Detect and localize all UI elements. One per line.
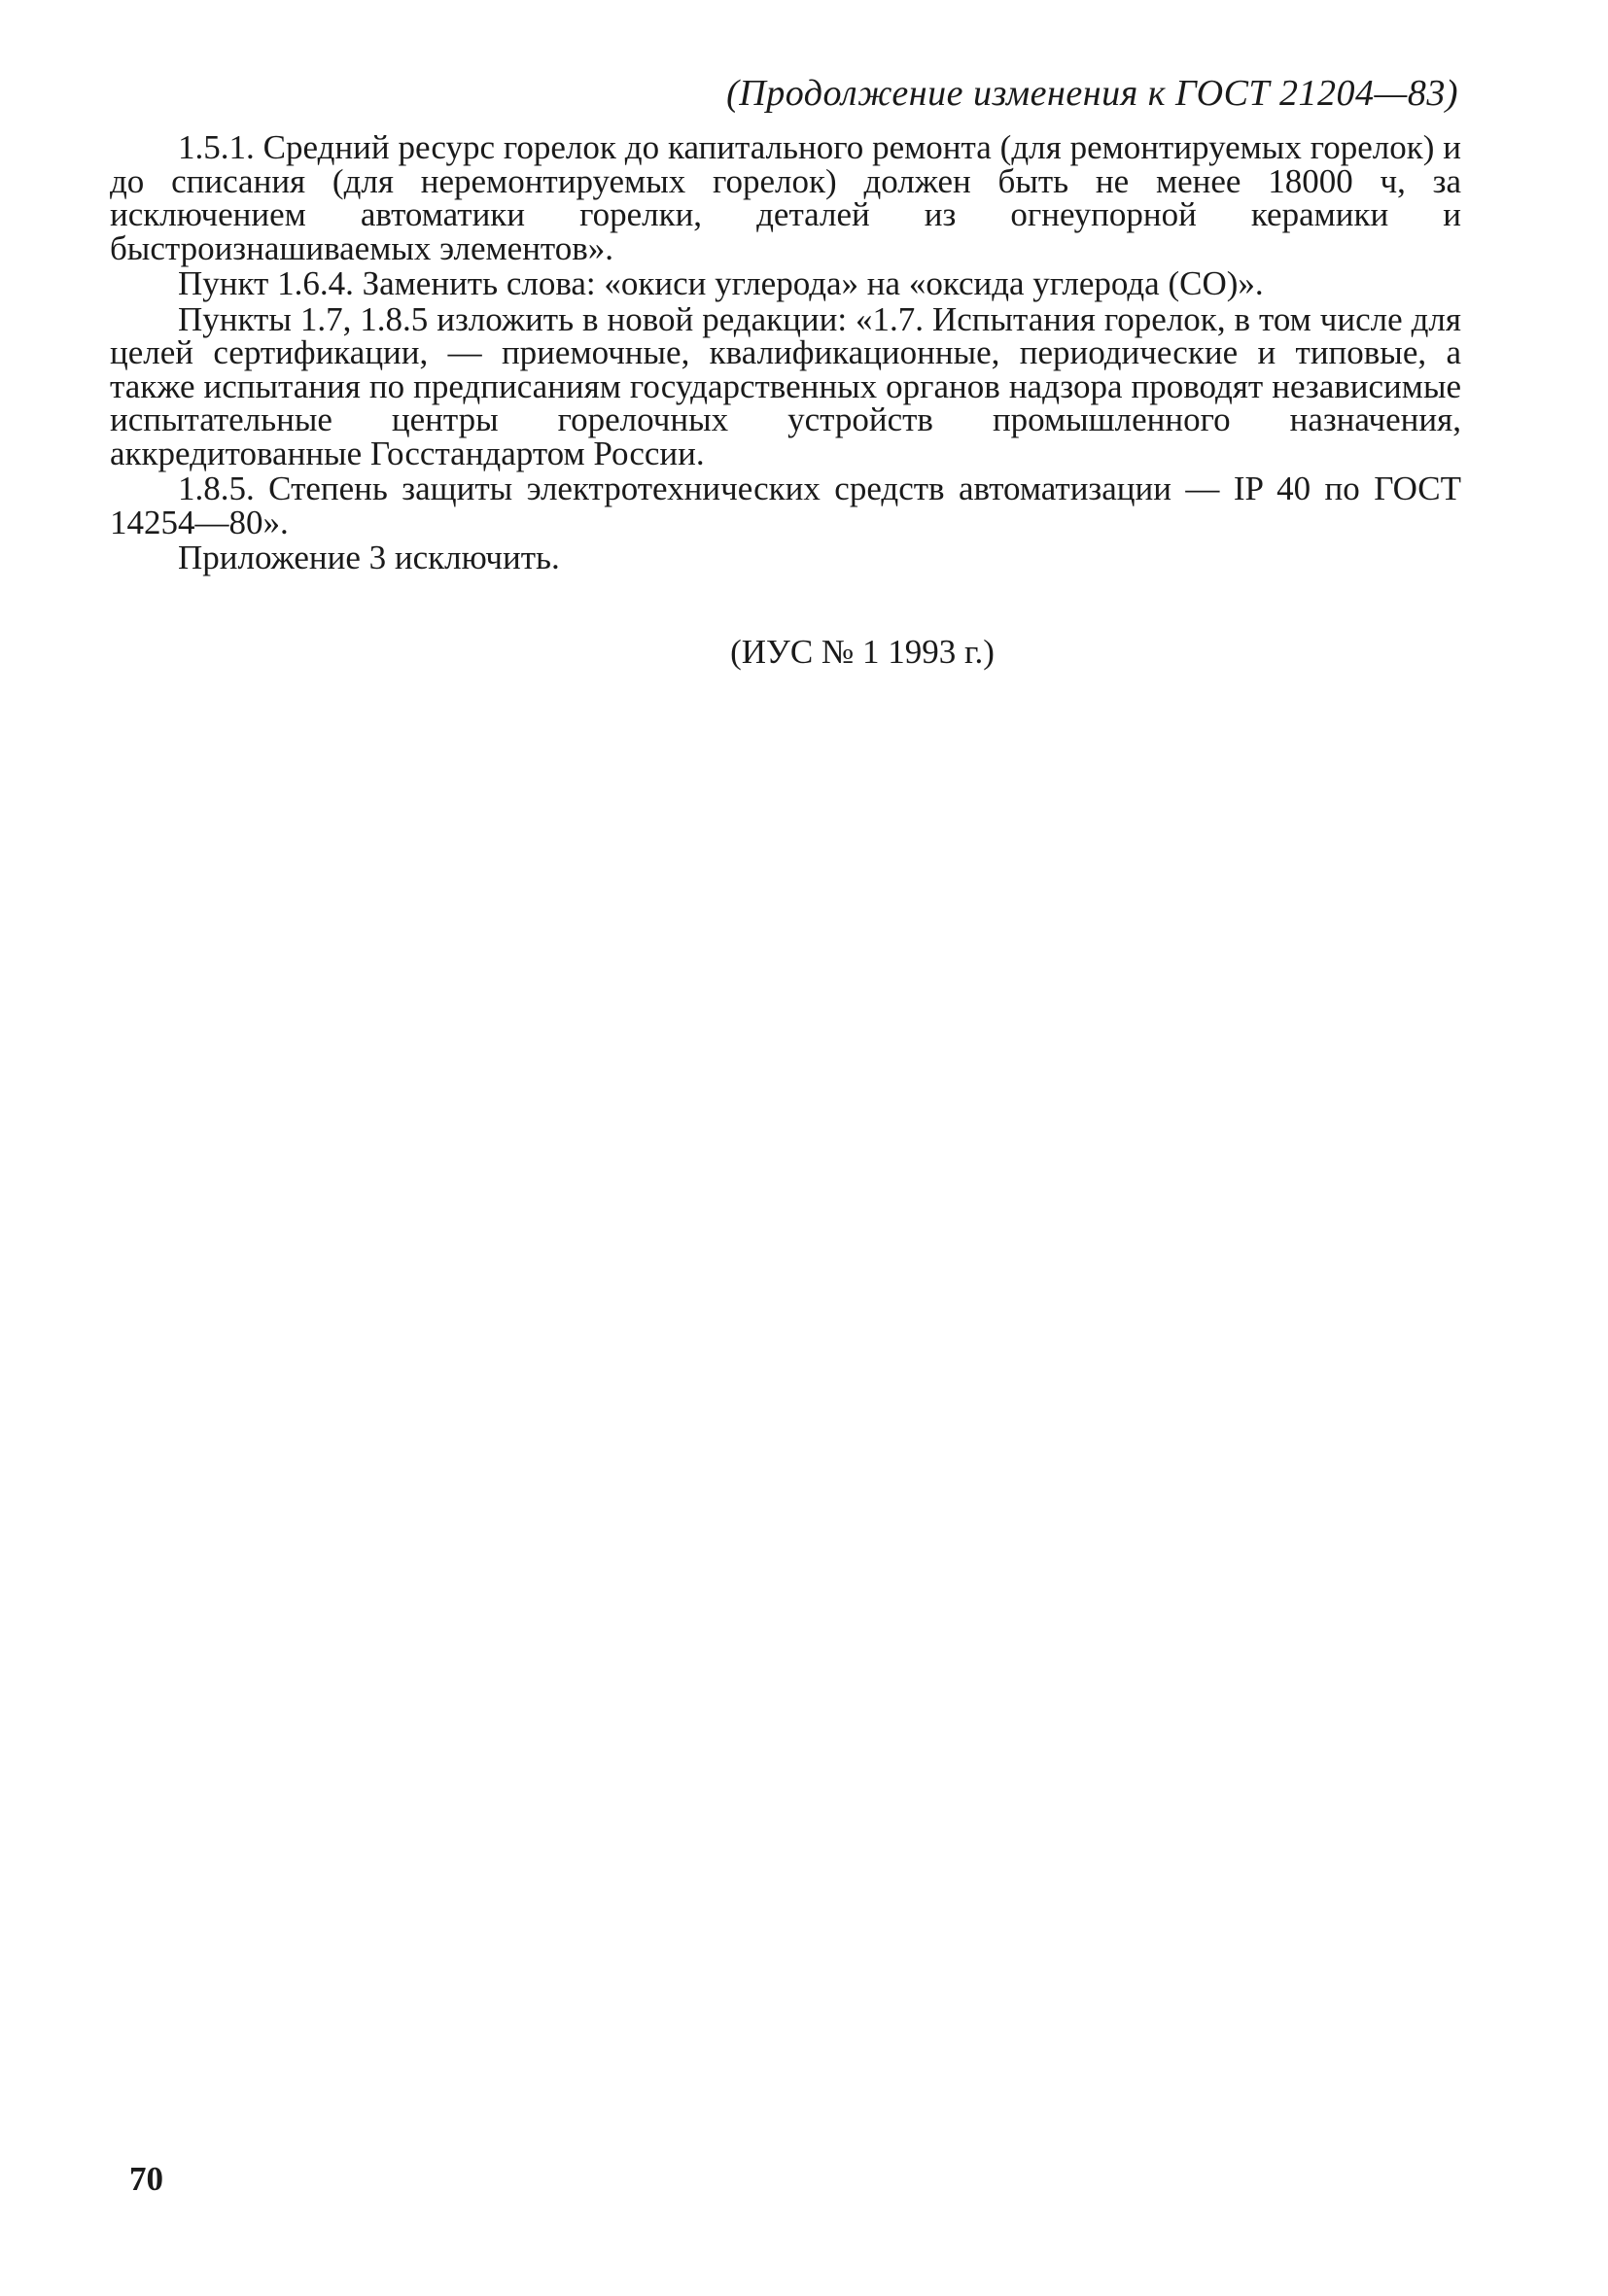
paragraph-clause-1-6-4: Пункт 1.6.4. Заменить слова: «окиси углерода» на «оксида углерода (СО)». xyxy=(178,264,1264,302)
paragraph-resource: 1.5.1. Средний ресурс горелок до капитального ремонта (для ремонтируемых горелок) и до списания (для неремонтируемых горелок) должен быть не менее 18000 ч, за исключением автоматики горелки, деталей из огнеупорной керамики и быстроизнашиваемых элементов». xyxy=(110,128,1461,267)
paragraph-clause-1-8-5: 1.8.5. Степень защиты электротехнических средств автоматизации — IP 40 по ГОСТ 14254—80». xyxy=(110,470,1461,541)
page-number: 70 xyxy=(129,2160,163,2198)
amendment-text xyxy=(110,128,1461,576)
paragraph-appendix-3: Приложение 3 исключить. xyxy=(178,539,560,576)
continuation-header: (Продолжение изменения к ГОСТ 21204—83) xyxy=(726,73,1458,114)
source-reference: (ИУС № 1 1993 г.) xyxy=(730,633,995,671)
paragraph-clause-1-7: Пункты 1.7, 1.8.5 изложить в новой редакции: «1.7. Испытания горелок, в том числе для целей сертификации, — приемочные, квалификационные, периодические и типовые, а также испытания по предписаниям государственных органов надзора проводят независимые испытательные центры горелочных устройств промышленного назначения, аккредитованные Госстандартом России. xyxy=(110,299,1461,472)
